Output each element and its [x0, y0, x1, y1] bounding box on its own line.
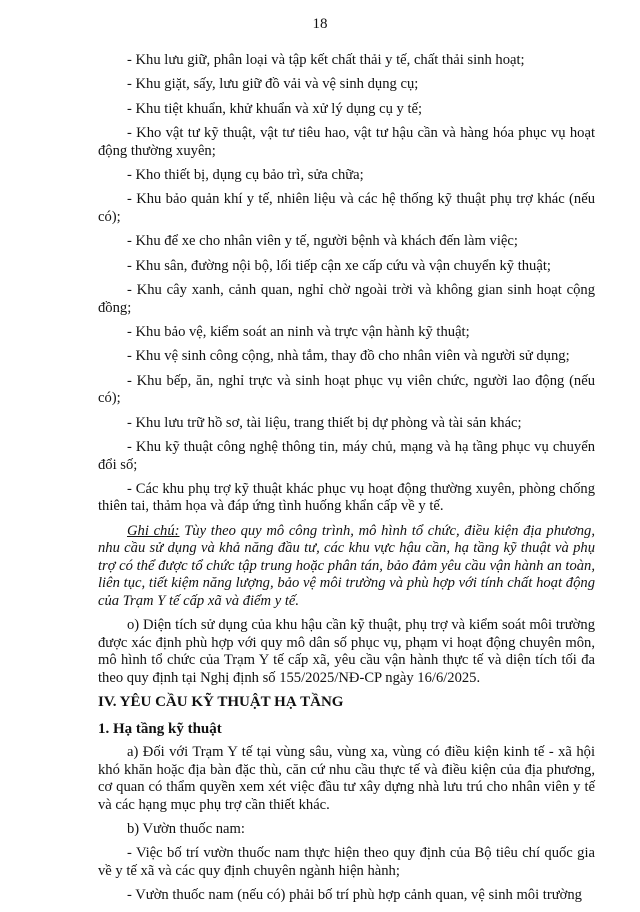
paragraph-b: b) Vườn thuốc nam: — [127, 821, 245, 838]
note-text: Tùy theo quy mô công trình, mô hình tổ chức, điều kiện địa phương, nhu cầu sử dụng và khả năng đầu tư, các khu vực hậu cần, hạ tầng kỹ thuật và phụ trợ có thể được tổ chức tập trung hoặc phân tán, bảo đảm yêu cầu vận hành an toàn, liên tục, tiết kiệm năng lượng, bảo vệ môi trường và phù hợp với tính chất hoạt động của Trạm Y tế cấp xã và điểm y tế. — [98, 522, 595, 609]
list-item: - Khu bảo vệ, kiểm soát an ninh và trực vận hành kỹ thuật; — [127, 324, 470, 341]
list-item: - Khu kỹ thuật công nghệ thông tin, máy chủ, mạng và hạ tầng phục vụ chuyển đổi số; — [98, 439, 595, 473]
list-item: - Khu cây xanh, cảnh quan, nghỉ chờ ngoài trời và không gian sinh hoạt cộng đồng; — [98, 282, 595, 316]
list-item: - Khu lưu trữ hồ sơ, tài liệu, trang thiết bị dự phòng và tài sản khác; — [127, 414, 522, 431]
list-item: - Khu vệ sinh công cộng, nhà tắm, thay đồ cho nhân viên và người sử dụng; — [127, 348, 570, 365]
list-item: - Kho vật tư kỹ thuật, vật tư tiêu hao, vật tư hậu cần và hàng hóa phục vụ hoạt động thường xuyên; — [98, 125, 595, 159]
list-item: - Khu tiệt khuẩn, khử khuẩn và xử lý dụng cụ y tế; — [127, 100, 423, 117]
list-item: - Khu bảo quản khí y tế, nhiên liệu và các hệ thống kỹ thuật phụ trợ khác (nếu có); — [98, 191, 595, 225]
list-item: - Việc bố trí vườn thuốc nam thực hiện theo quy định của Bộ tiêu chí quốc gia về y tế xã và các quy định chuyên ngành hiện hành; — [98, 845, 595, 879]
list-item: - Khu sân, đường nội bộ, lối tiếp cận xe cấp cứu và vận chuyển kỹ thuật; — [127, 257, 551, 274]
list-item: - Khu giặt, sấy, lưu giữ đồ vải và vệ sinh dụng cụ; — [127, 76, 419, 93]
list-item: - Các khu phụ trợ kỹ thuật khác phục vụ hoạt động thường xuyên, phòng chống thiên tai, thảm họa và đáp ứng tình huống khẩn cấp về y tế. — [98, 480, 595, 515]
list-item: - Vườn thuốc nam (nếu có) phải bố trí phù hợp cảnh quan, vệ sinh môi trường — [127, 887, 582, 904]
paragraph-a: a) Đối với Trạm Y tế tại vùng sâu, vùng xa, vùng có điều kiện kinh tế - xã hội khó khăn hoặc địa bàn đặc thù, căn cứ nhu cầu thực tế và điều kiện của địa phương, cơ quan có thẩm quyền xem xét việc đầu tư xây dựng nhà lưu trú cho nhân viên y tế và các hạng mục phụ trợ cần thiết khác. — [98, 744, 595, 813]
list-item: - Kho thiết bị, dụng cụ bảo trì, sửa chữa; — [127, 167, 364, 184]
page-number: 18 — [312, 16, 328, 32]
document-body — [98, 52, 595, 912]
list-item: - Khu lưu giữ, phân loại và tập kết chất thải y tế, chất thải sinh hoạt; — [127, 52, 525, 68]
section-heading: IV. YÊU CẦU KỸ THUẬT HẠ TẦNG — [98, 694, 344, 711]
note-label: Ghi chú: — [127, 522, 180, 539]
list-item: - Khu bếp, ăn, nghỉ trực và sinh hoạt phục vụ viên chức, người lao động (nếu có); — [98, 372, 595, 407]
paragraph-o: o) Diện tích sử dụng của khu hậu cần kỹ thuật, phụ trợ và kiểm soát môi trường được xác định phù hợp với quy mô dân số phục vụ, phạm vi hoạt động chuyên môn, mô hình tổ chức của Trạm Y tế cấp xã, yêu cầu vận hành thực tế và diện tích tối đa theo quy định tại Nghị định số 155/2025/NĐ-CP ngày 16/6/2025. — [98, 617, 595, 686]
note-paragraph — [98, 523, 595, 611]
list-item: - Khu để xe cho nhân viên y tế, người bệnh và khách đến làm việc; — [127, 233, 518, 250]
subsection-heading: 1. Hạ tầng kỹ thuật — [98, 720, 222, 737]
